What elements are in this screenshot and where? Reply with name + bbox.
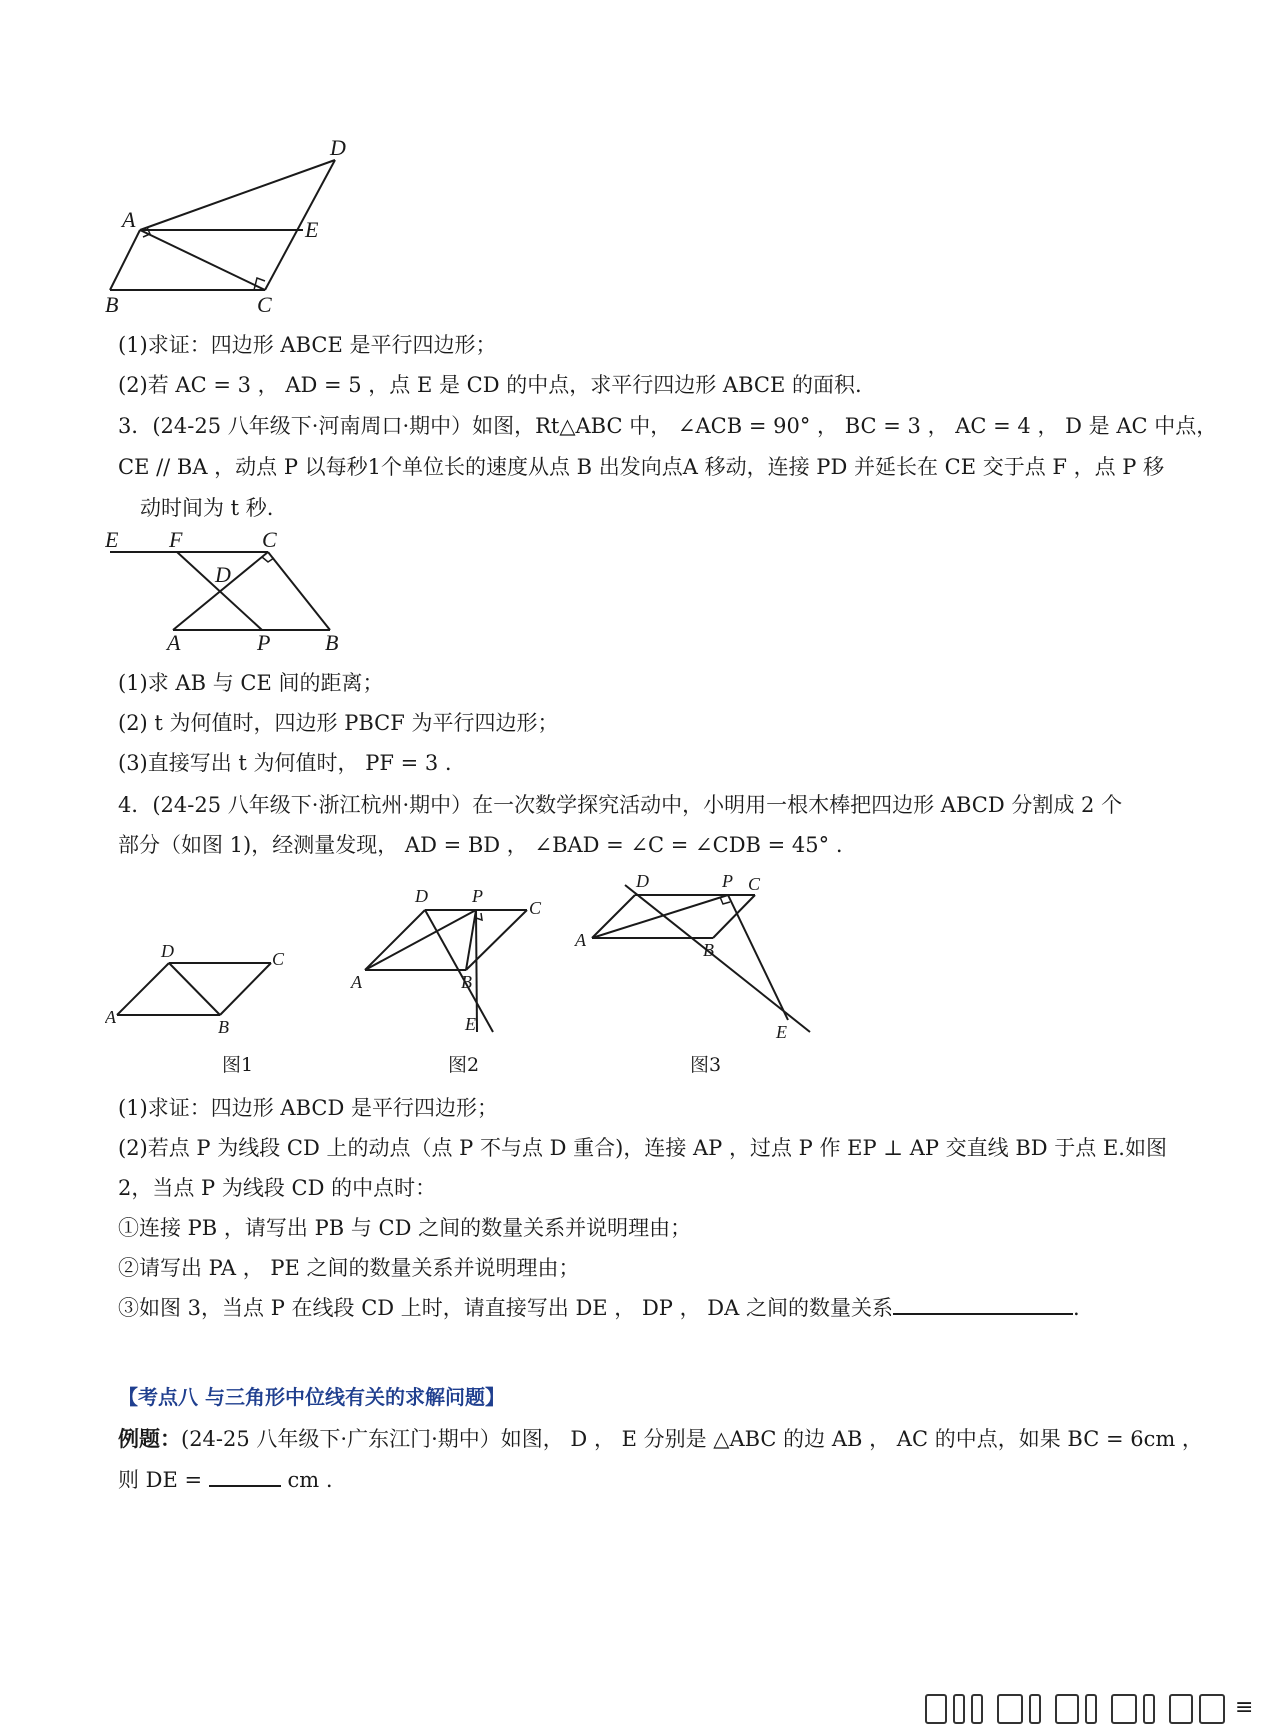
problem4-s3 xyxy=(118,1293,1080,1323)
label-a: A xyxy=(167,630,181,655)
svg-text:D: D xyxy=(415,886,428,906)
example-line1 xyxy=(118,1424,1203,1454)
problem4-q2a: (2)若点 P 为线段 CD 上的动点（点 P 不与点 D 重合)，连接 AP ，过点 P 作 EP ⊥ AP 交直线 BD 于点 E.如图 xyxy=(118,1136,1167,1160)
problem3-line1: 3．(24-25 八年级下·河南周口·期中）如图，Rt△ABC 中， ∠ACB = 90° ， BC = 3 ， AC = 4 ， D 是 AC 中点， xyxy=(118,414,1218,438)
toolbar-button-9[interactable] xyxy=(1143,1694,1155,1724)
toolbar-button-1[interactable] xyxy=(925,1694,947,1724)
label-p: P xyxy=(257,630,271,655)
svg-text:E: E xyxy=(465,1014,476,1034)
toolbar-button-5[interactable] xyxy=(1029,1694,1041,1724)
caption-fig2: 图2 xyxy=(448,1054,480,1076)
svg-text:P: P xyxy=(472,886,483,906)
example-label: 例题： xyxy=(118,1427,181,1451)
toolbar-button-7[interactable] xyxy=(1085,1694,1097,1724)
label-d: D xyxy=(161,941,174,961)
answer-blank xyxy=(893,1293,1073,1315)
toolbar-button-2[interactable] xyxy=(953,1694,965,1724)
example-line2-start: 则 DE = xyxy=(118,1468,203,1492)
problem3-q1: (1)求 AB 与 CE 间的距离； xyxy=(118,671,384,695)
example-line2 xyxy=(118,1465,333,1495)
problem4-s3-text: ③如图 3，当点 P 在线段 CD 上时，请直接写出 DE ， DP ， DA 之间的数量关系 xyxy=(118,1296,893,1320)
problem2-q2: (2)若 AC = 3 ， AD = 5 ，点 E 是 CD 的中点，求平行四边形 ABCE 的面积. xyxy=(118,373,862,397)
figure-4-3 xyxy=(570,860,830,1045)
toolbar-button-8[interactable] xyxy=(1111,1694,1137,1724)
caption-fig3: 图3 xyxy=(690,1054,722,1076)
svg-text:C: C xyxy=(748,874,761,894)
viewer-toolbar xyxy=(905,1690,1280,1726)
svg-text:P: P xyxy=(722,871,733,891)
svg-text:C: C xyxy=(529,898,542,918)
section-heading: 【考点八 与三角形中位线有关的求解问题】 xyxy=(118,1385,505,1409)
label-c: C xyxy=(272,949,285,969)
toolbar-button-3[interactable] xyxy=(971,1694,983,1724)
problem2-q1: (1)求证：四边形 ABCE 是平行四边形； xyxy=(118,333,497,357)
problem3-line2: CE // BA ，动点 P 以每秒1个单位长的速度从点 B 出发向点A 移动，连接 PD 并延长在 CE 交于点 F ，点 P 移 xyxy=(118,455,1165,479)
problem3-line3: 动时间为 t 秒. xyxy=(140,496,274,520)
svg-text:B: B xyxy=(461,972,472,992)
label-f: F xyxy=(169,527,183,552)
svg-text:A: A xyxy=(351,972,362,992)
label-c: C xyxy=(257,292,272,317)
toolbar-button-11[interactable] xyxy=(1199,1694,1225,1724)
problem4-q1: (1)求证：四边形 ABCD 是平行四边形； xyxy=(118,1096,498,1120)
problem4-s1: ①连接 PB ，请写出 PB 与 CD 之间的数量关系并说明理由； xyxy=(118,1216,692,1240)
figure-abce xyxy=(105,140,385,340)
caption-fig1: 图1 xyxy=(222,1054,254,1076)
toolbar-button-6[interactable] xyxy=(1055,1694,1079,1724)
label-a: A xyxy=(122,207,136,232)
figure-4-2 xyxy=(345,880,545,1040)
problem4-line1: 4．(24-25 八年级下·浙江杭州·期中）在一次数学探究活动中，小明用一根木棒把四边形 ABCD 分割成 2 个 xyxy=(118,793,1123,817)
menu-icon[interactable]: ≡ xyxy=(1235,1695,1254,1720)
label-b: B xyxy=(105,292,119,317)
example-text: (24-25 八年级下·广东江门·期中）如图， D ， E 分别是 △ABC 的边 AB ， AC 的中点，如果 BC = 6cm ， xyxy=(181,1427,1203,1451)
label-b: B xyxy=(325,630,339,655)
label-e: E xyxy=(305,217,319,242)
figure-efc-apb xyxy=(105,525,385,665)
label-e: E xyxy=(105,527,119,552)
example-line2-unit: cm . xyxy=(287,1468,333,1492)
toolbar-button-10[interactable] xyxy=(1169,1694,1193,1724)
figure-4-1 xyxy=(105,935,315,1045)
problem4-s2: ②请写出 PA ， PE 之间的数量关系并说明理由； xyxy=(118,1256,580,1280)
label-c: C xyxy=(262,527,277,552)
label-d: D xyxy=(330,140,346,160)
svg-text:E: E xyxy=(776,1022,787,1042)
problem4-q2b: 2，当点 P 为线段 CD 的中点时： xyxy=(118,1176,437,1200)
problem4-s3-end: . xyxy=(1072,1296,1080,1320)
label-b: B xyxy=(218,1017,229,1037)
toolbar-button-4[interactable] xyxy=(997,1694,1023,1724)
label-a: A xyxy=(105,1007,116,1027)
label-d: D xyxy=(215,562,231,587)
problem3-q2: (2) t 为何值时，四边形 PBCF 为平行四边形； xyxy=(118,711,559,735)
problem3-q3: (3)直接写出 t 为何值时， PF = 3 . xyxy=(118,751,452,775)
svg-text:B: B xyxy=(703,940,714,960)
svg-text:D: D xyxy=(636,871,649,891)
svg-text:A: A xyxy=(575,930,586,950)
answer-blank-de xyxy=(209,1467,281,1487)
problem4-line2: 部分（如图 1)，经测量发现， AD = BD ， ∠BAD = ∠C = ∠CDB = 45° . xyxy=(118,833,843,857)
